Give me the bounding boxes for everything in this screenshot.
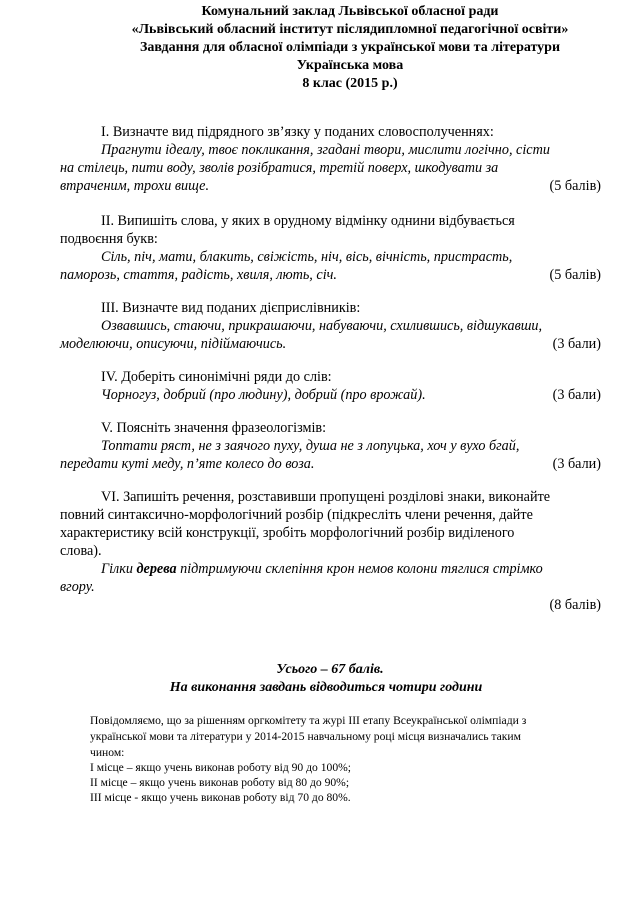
task-6-question-line-1: VI. Запишіть речення, розставивши пропущені розділові знаки, виконайте	[101, 489, 551, 505]
total-score: Усього – 67 балів.	[276, 662, 384, 677]
notice-line-1: Повідомляємо, що за рішенням оргкомітету та журі ІІІ етапу Всеукраїнської олімпіади з	[90, 714, 527, 727]
header-grade: 8 клас (2015 р.)	[302, 76, 398, 91]
notice-line-3: чином:	[90, 746, 125, 759]
header-institute-name: «Львівський обласний інститут післядипломної педагогічної освіти»	[131, 22, 569, 37]
task-1-words-line-1: Прагнути ідеалу, твоє покликання, згадані твори, мислити логічно, сісти	[101, 142, 550, 158]
task-5-idioms-line-2: передати куті меду, п’яте колесо до воза.	[60, 456, 315, 472]
task-2-question-line-1: II. Випишіть слова, у яких в орудному відмінку однини відбувається	[101, 213, 515, 229]
task-2-score: (5 балів)	[549, 267, 601, 283]
header-subject: Українська мова	[296, 58, 404, 73]
header-olympiad-title: Завдання для обласної олімпіади з української мови та літератури	[139, 40, 561, 55]
task-6-question-line-2: повний синтаксично-морфологічний розбір (підкресліть члени речення, дайте	[60, 507, 533, 523]
task-4-score: (3 бали)	[552, 387, 601, 403]
task-6-score: (8 балів)	[549, 597, 601, 613]
task-2-words-line-1: Сіль, піч, мати, блакить, свіжість, ніч, вісь, вічність, пристрасть,	[101, 249, 513, 265]
task-3-words-line-2: моделюючи, описуючи, підіймаючись.	[60, 336, 287, 352]
task-3-words-line-1: Озвавшись, стаючи, прикрашаючи, набуваючи, схилившись, відшукавши,	[101, 318, 543, 334]
task-1-words-line-3: втраченим, трохи вище.	[60, 178, 209, 194]
task-6-question-line-3: характеристику всій конструкції, зробіть морфологічний розбір виділеного	[60, 525, 515, 541]
task-5-idioms-line-1: Топтати ряст, не з заячого пуху, душа не з лопуцька, хоч у вухо бгай,	[101, 438, 520, 454]
task-5-score: (3 бали)	[552, 456, 601, 472]
task-1-question: I. Визначте вид підрядного зв’язку у поданих словосполученнях:	[101, 124, 494, 140]
task-3-question: III. Визначте вид поданих дієприслівників:	[101, 300, 361, 316]
header-institution: Комунальний заклад Львівської обласної ради	[201, 4, 499, 19]
notice-first-place: І місце – якщо учень виконав роботу від 90 до 100%;	[90, 761, 351, 774]
task-6-sentence-start: Гілки	[101, 561, 137, 577]
task-2-words-line-2: паморозь, стаття, радість, хвиля, лють, січ.	[60, 267, 337, 283]
task-4-question: IV. Доберіть синонімічні ряди до слів:	[101, 369, 332, 385]
task-6-sentence-rest: підтримуючи склепіння крон немов колони тяглися стрімко	[176, 561, 543, 577]
notice-second-place: ІІ місце – якщо учень виконав роботу від 80 до 90%;	[90, 776, 350, 789]
task-1-score: (5 балів)	[549, 178, 601, 194]
notice-third-place: ІІІ місце - якщо учень виконав роботу від 70 до 80%.	[90, 791, 351, 804]
task-5-question: V. Поясніть значення фразеологізмів:	[101, 420, 327, 436]
task-6-sentence-line-2: вгору.	[60, 579, 95, 595]
task-4-words: Чорногуз, добрий (про людину), добрий (про врожай).	[101, 387, 426, 403]
task-3-score: (3 бали)	[552, 336, 601, 352]
task-6-question-line-4: слова).	[60, 543, 102, 559]
task-6-sentence-line-1	[101, 560, 605, 578]
task-1-words-line-2: на стілець, пити воду, зволів розібратися, третій поверх, шкодувати за	[60, 160, 499, 176]
notice-line-2: української мови та літератури у 2014-2015 навчальному році місця визначались таким	[90, 730, 521, 743]
time-allotted: На виконання завдань відводиться чотири години	[169, 680, 483, 695]
task-6-highlighted-word: дерева	[136, 561, 177, 577]
task-2-question-line-2: подвоєння букв:	[60, 231, 158, 247]
